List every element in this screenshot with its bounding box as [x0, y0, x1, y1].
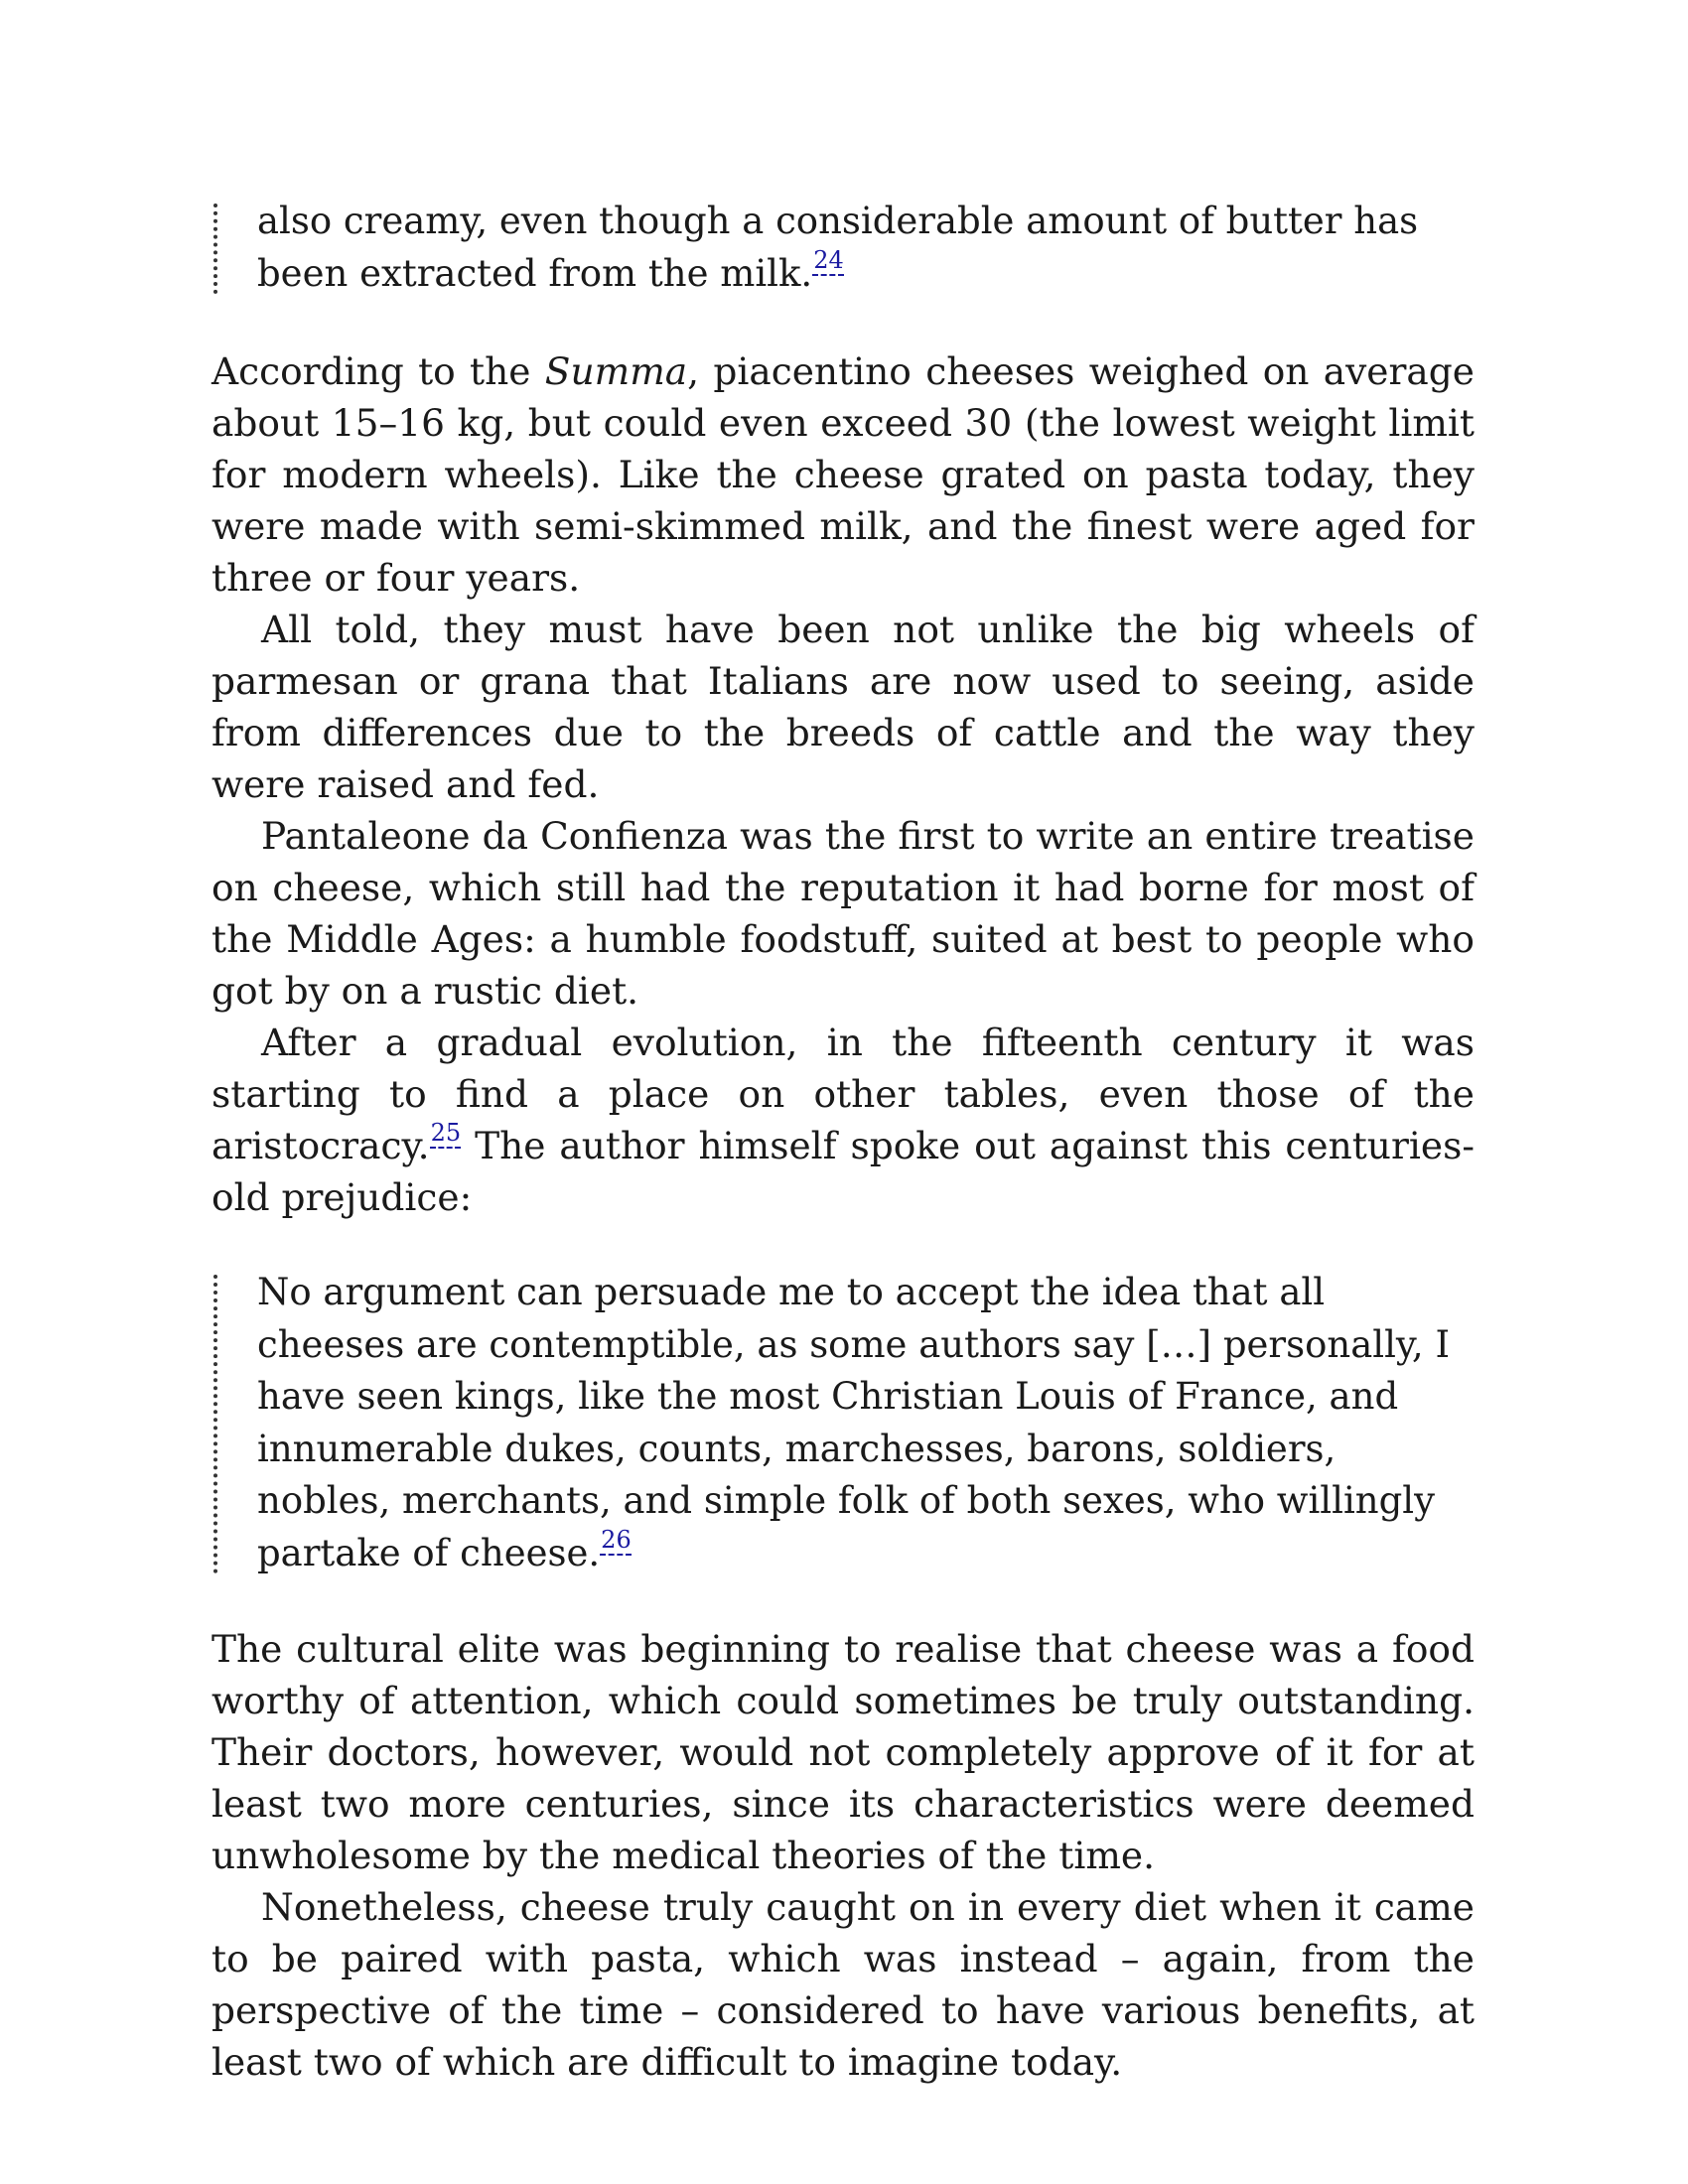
- paragraph-text: , piacentino cheeses weighed on average about 15–16 kg, but could even exceed 30 (the lowest weight limit for modern wheels). Like the cheese grated on pasta today, they were made with semi-skimmed milk, and the finest were aged for three or four years.: [211, 349, 1475, 600]
- blockquote-text: also creamy, even though a considerable amount of butter has been extracted from the milk.: [257, 200, 1419, 295]
- paragraph-aristocracy: [211, 1017, 1475, 1223]
- blockquote-text: No argument can persuade me to accept the idea that all cheeses are contemptible, as some authors say […] personally, I have seen kings, like the most Christian Louis of France, and innumerable dukes, counts, marchesses, barons, soldiers, nobles, merchants, and simple folk of both sexes, who willingly partake of cheese.: [257, 1271, 1451, 1574]
- blockquote-kings: [211, 1267, 1475, 1579]
- footnote-link-24[interactable]: 24: [813, 245, 844, 274]
- blockquote-butter: [211, 196, 1475, 300]
- book-title-summa: Summa: [544, 349, 688, 393]
- page-body: [211, 196, 1475, 2088]
- paragraph-text: After a gradual evolution, in the fifteenth century it was starting to find a place on other tables, even those of the aristocracy.: [211, 1021, 1475, 1167]
- paragraph-text: According to the: [211, 349, 545, 393]
- footnote-link-26[interactable]: 26: [601, 1525, 632, 1554]
- paragraph-pantaleone: Pantaleone da Confienza was the first to write an entire treatise on cheese, which still had the reputation it had borne for most of the Middle Ages: a humble foodstuff, suited at best to people who got by on a rustic diet.: [211, 814, 1475, 1013]
- paragraph-parmesan: All told, they must have been not unlike the big wheels of parmesan or grana that Italians are now used to seeing, aside from differences due to the breeds of cattle and the way they were raised and fed.: [211, 608, 1475, 806]
- paragraph-text: The author himself spoke out against this centuries-old prejudice:: [211, 1124, 1475, 1219]
- paragraph-summa: [211, 345, 1475, 604]
- paragraph-cultural-elite: The cultural elite was beginning to realise that cheese was a food worthy of attention, which could sometimes be truly outstanding. Their doctors, however, would not completely approve of it for at least two more centuries, since its characteristics were deemed unwholesome by the medical theories of the time.: [211, 1627, 1475, 1877]
- paragraph-pasta: Nonetheless, cheese truly caught on in every diet when it came to be paired with pasta, which was instead – again, from the perspective of the time – considered to have various benefits, at least two of which are difficult to imagine today.: [211, 1885, 1475, 2084]
- footnote-link-25[interactable]: 25: [430, 1119, 462, 1147]
